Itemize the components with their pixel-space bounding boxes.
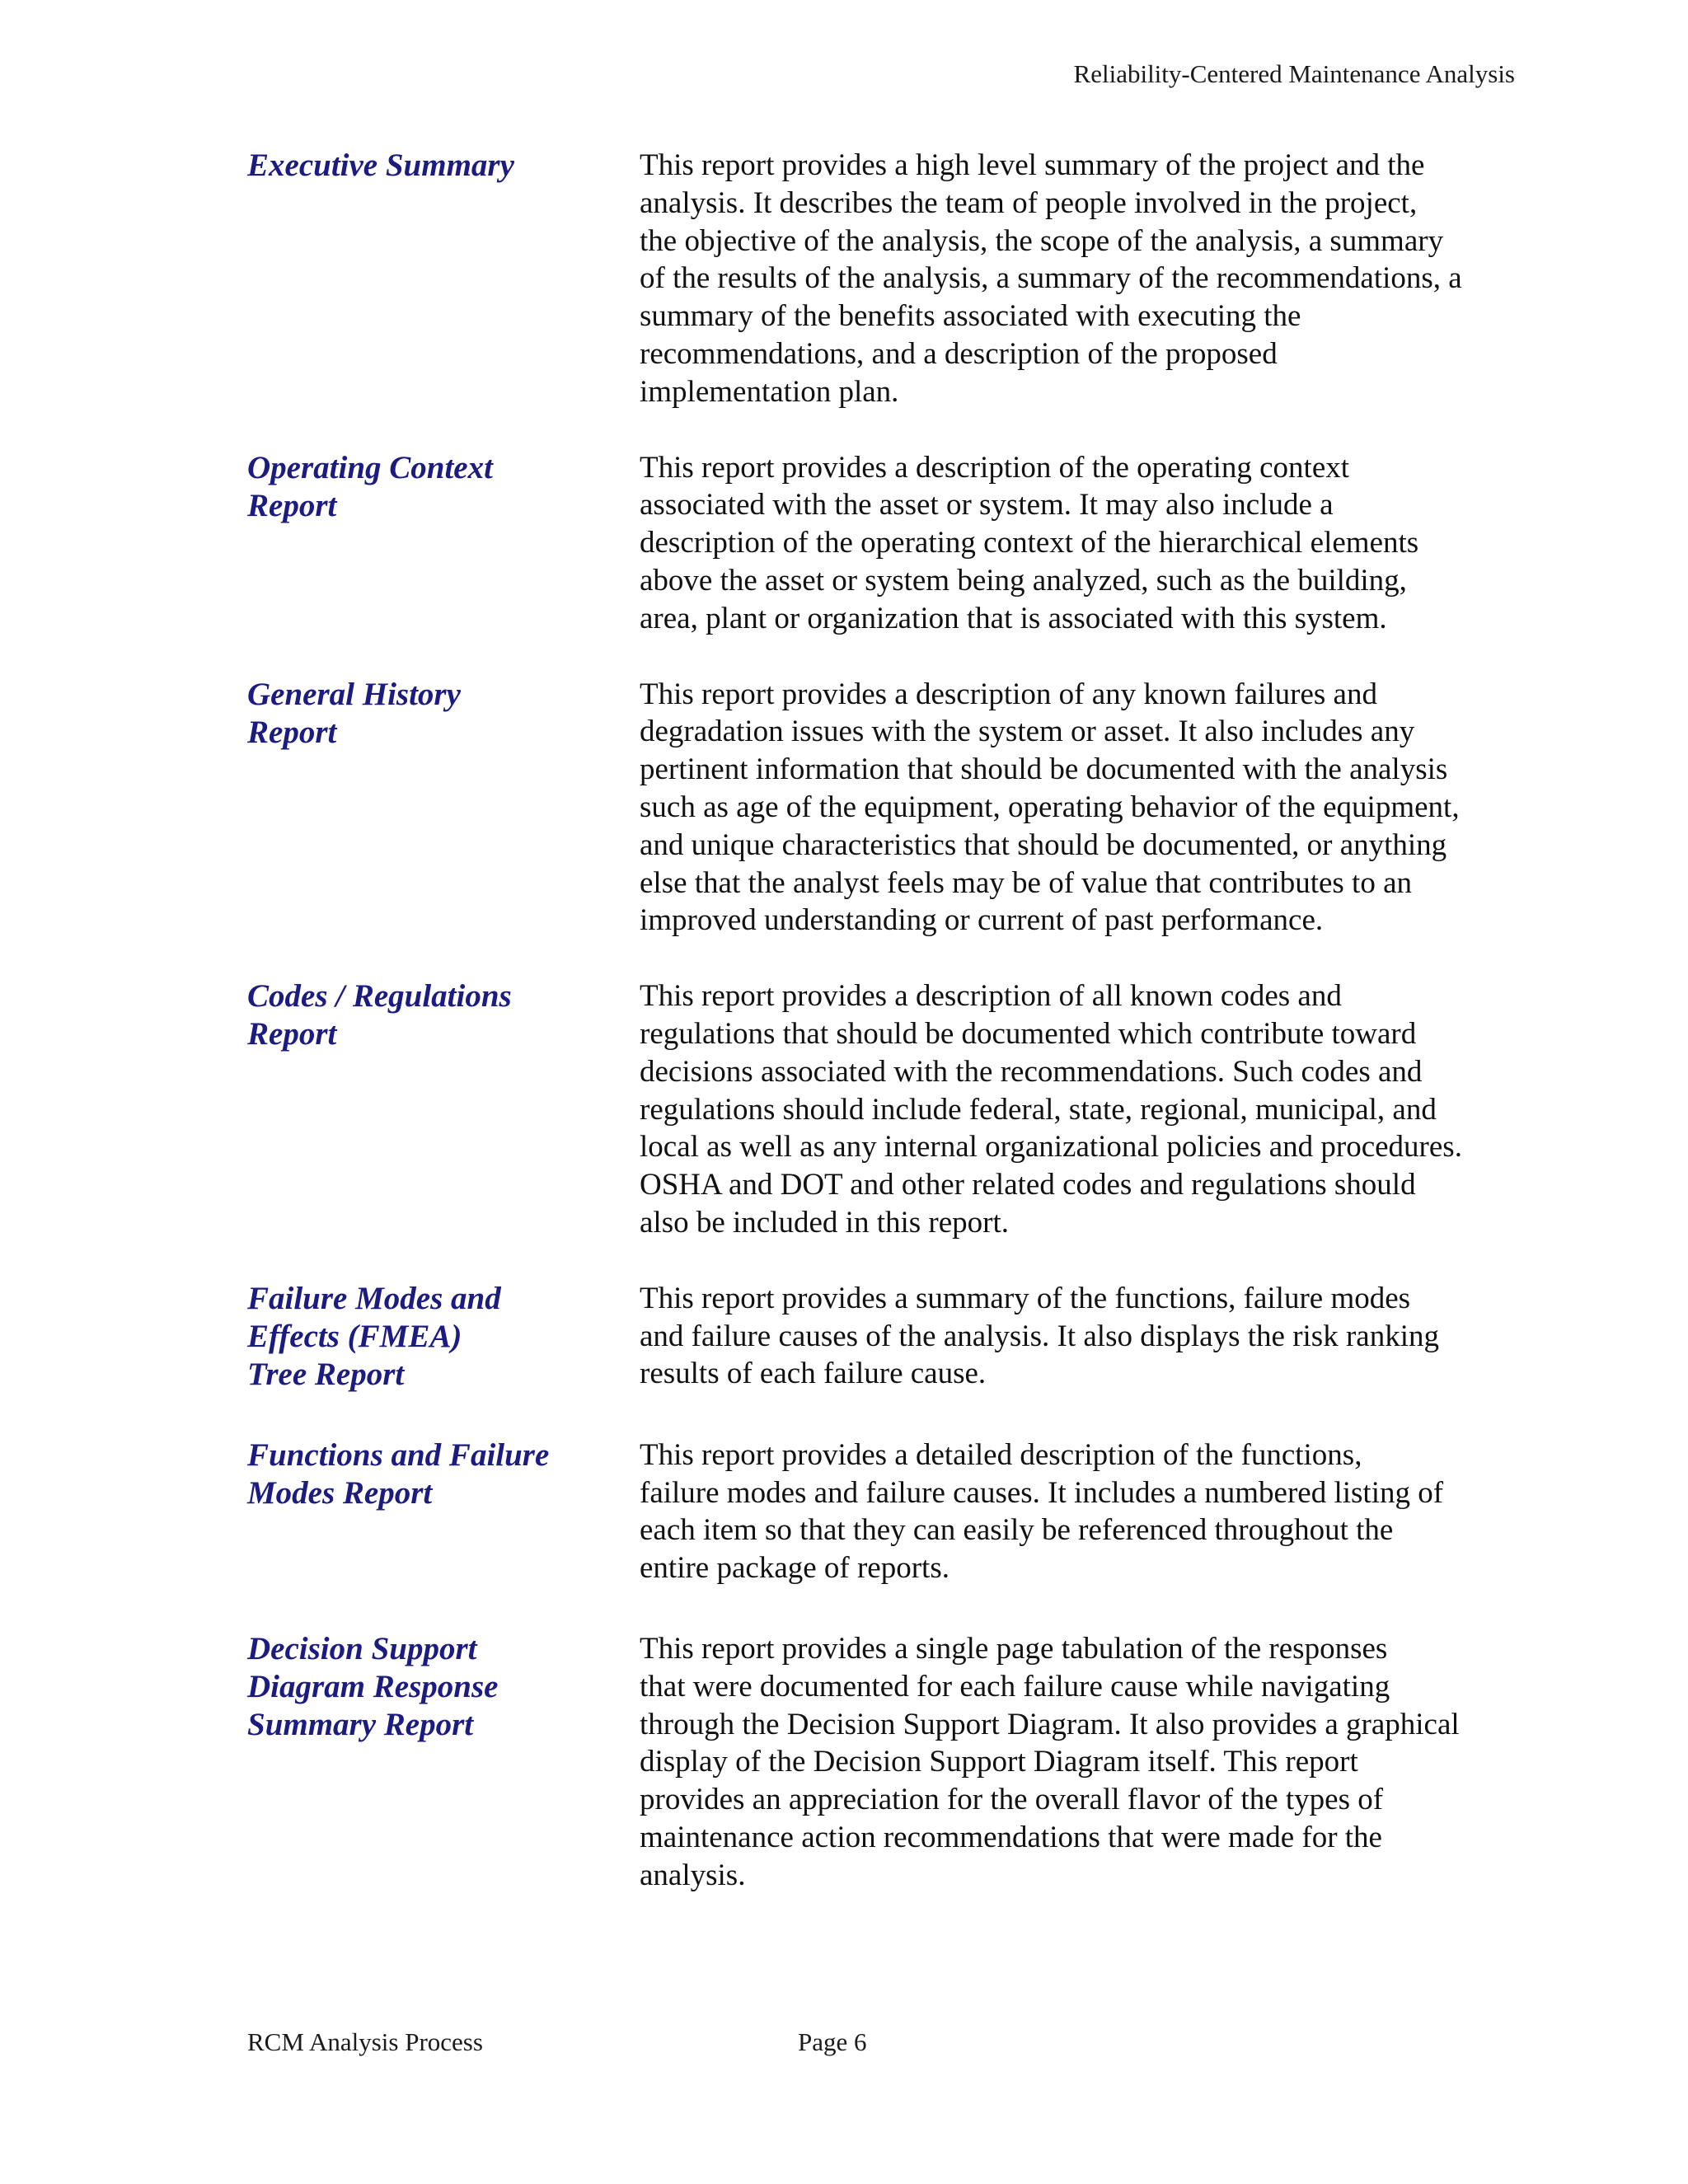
report-term-line: Report (247, 1016, 337, 1052)
description-line: recommendations, and a description of the proposed (640, 336, 1278, 371)
report-term (247, 1630, 640, 1744)
report-description (640, 676, 1530, 940)
description-line: description of the operating context of the hierarchical elements (640, 526, 1419, 560)
report-list (247, 147, 1530, 1894)
description-line: through the Decision Support Diagram. It also provides a graphical (640, 1707, 1460, 1741)
description-line: This report provides a single page tabulation of the responses (640, 1631, 1388, 1666)
report-entry-operating-context (247, 449, 1530, 638)
report-entry-codes-regulations (247, 977, 1530, 1242)
description-line: entire package of reports. (640, 1551, 950, 1586)
description-line: implementation plan. (640, 374, 899, 409)
report-term (247, 1436, 640, 1512)
description-line: area, plant or organization that is associated with this system. (640, 601, 1387, 635)
description-line: This report provides a summary of the functions, failure modes (640, 1281, 1411, 1315)
description-line: This report provides a detailed description of the functions, (640, 1437, 1362, 1472)
description-line: improved understanding or current of past performance. (640, 903, 1324, 938)
report-term (247, 147, 640, 185)
report-term (247, 449, 640, 525)
description-line: This report provides a description of all known codes and (640, 979, 1342, 1014)
description-line: OSHA and DOT and other related codes and regulations should (640, 1168, 1416, 1202)
report-term-line: Report (247, 714, 337, 750)
report-entry-general-history (247, 676, 1530, 940)
description-line: that were documented for each failure cause while navigating (640, 1669, 1390, 1704)
report-term-line: Summary Report (247, 1706, 474, 1742)
description-line: decisions associated with the recommendations. Such codes and (640, 1054, 1423, 1089)
description-line: and failure causes of the analysis. It also displays the risk ranking (640, 1319, 1439, 1353)
description-line: degradation issues with the system or asset. It also includes any (640, 715, 1415, 749)
report-term-line: Failure Modes and (247, 1280, 501, 1316)
report-description (640, 977, 1530, 1242)
footer-document-title: RCM Analysis Process (247, 2027, 483, 2056)
description-line: This report provides a description of any known failures and (640, 677, 1377, 711)
description-line: regulations should include federal, state, regional, municipal, and (640, 1092, 1437, 1127)
report-term-line: Diagram Response (247, 1668, 499, 1704)
description-line: provides an appreciation for the overall flavor of the types of (640, 1783, 1384, 1817)
report-entry-decision-support (247, 1630, 1530, 1895)
report-term-line: Decision Support (247, 1630, 477, 1666)
page-number: Page 6 (798, 2027, 867, 2056)
description-line: failure modes and failure causes. It includes a numbered listing of (640, 1475, 1444, 1510)
report-term-line: Codes / Regulations (247, 978, 512, 1015)
description-line: and unique characteristics that should be documented, or anything (640, 827, 1447, 862)
description-line: summary of the benefits associated with executing the (640, 299, 1301, 334)
description-line: This report provides a high level summary of the project and the (640, 148, 1425, 182)
report-term (247, 1280, 640, 1394)
report-description (640, 147, 1530, 411)
report-term-line: Executive Summary (247, 148, 514, 183)
description-line: maintenance action recommendations that were made for the (640, 1820, 1382, 1854)
description-line: results of each failure cause. (640, 1357, 987, 1391)
report-entry-fmea-tree (247, 1280, 1530, 1394)
description-line: the objective of the analysis, the scope of the analysis, a summary (640, 223, 1444, 258)
description-line: regulations that should be documented which contribute toward (640, 1016, 1417, 1051)
description-line: else that the analyst feels may be of value that contributes to an (640, 865, 1413, 900)
description-line: pertinent information that should be documented with the analysis (640, 752, 1448, 787)
description-line: also be included in this report. (640, 1205, 1010, 1240)
description-line: such as age of the equipment, operating behavior of the equipment, (640, 790, 1460, 824)
report-term-line: Report (247, 487, 337, 523)
report-term-line: Tree Report (247, 1356, 405, 1392)
description-line: analysis. It describes the team of people involved in the project, (640, 185, 1418, 220)
report-term-line: General History (247, 676, 461, 712)
description-line: above the asset or system being analyzed, such as the building, (640, 563, 1407, 598)
description-line: local as well as any internal organizational policies and procedures. (640, 1130, 1462, 1165)
description-line: of the results of the analysis, a summary of the recommendations, a (640, 261, 1462, 296)
report-entry-functions-failure-modes (247, 1436, 1530, 1587)
report-description (640, 1280, 1530, 1393)
description-line: associated with the asset or system. It may also include a (640, 488, 1334, 523)
report-term-line: Operating Context (247, 449, 493, 485)
description-line: display of the Decision Support Diagram itself. This report (640, 1745, 1358, 1779)
report-term-line: Functions and Failure (247, 1436, 550, 1473)
report-description (640, 1436, 1530, 1587)
report-term (247, 977, 640, 1053)
report-description (640, 449, 1530, 638)
report-entry-executive-summary (247, 147, 1530, 411)
report-description (640, 1630, 1530, 1895)
description-line: This report provides a description of the operating context (640, 450, 1350, 485)
running-header: Reliability-Centered Maintenance Analysis (1073, 59, 1515, 88)
description-line: analysis. (640, 1858, 746, 1892)
report-term-line: Modes Report (247, 1474, 433, 1511)
description-line: each item so that they can easily be referenced throughout the (640, 1513, 1394, 1548)
report-term (247, 676, 640, 752)
report-term-line: Effects (FMEA) (247, 1318, 462, 1354)
